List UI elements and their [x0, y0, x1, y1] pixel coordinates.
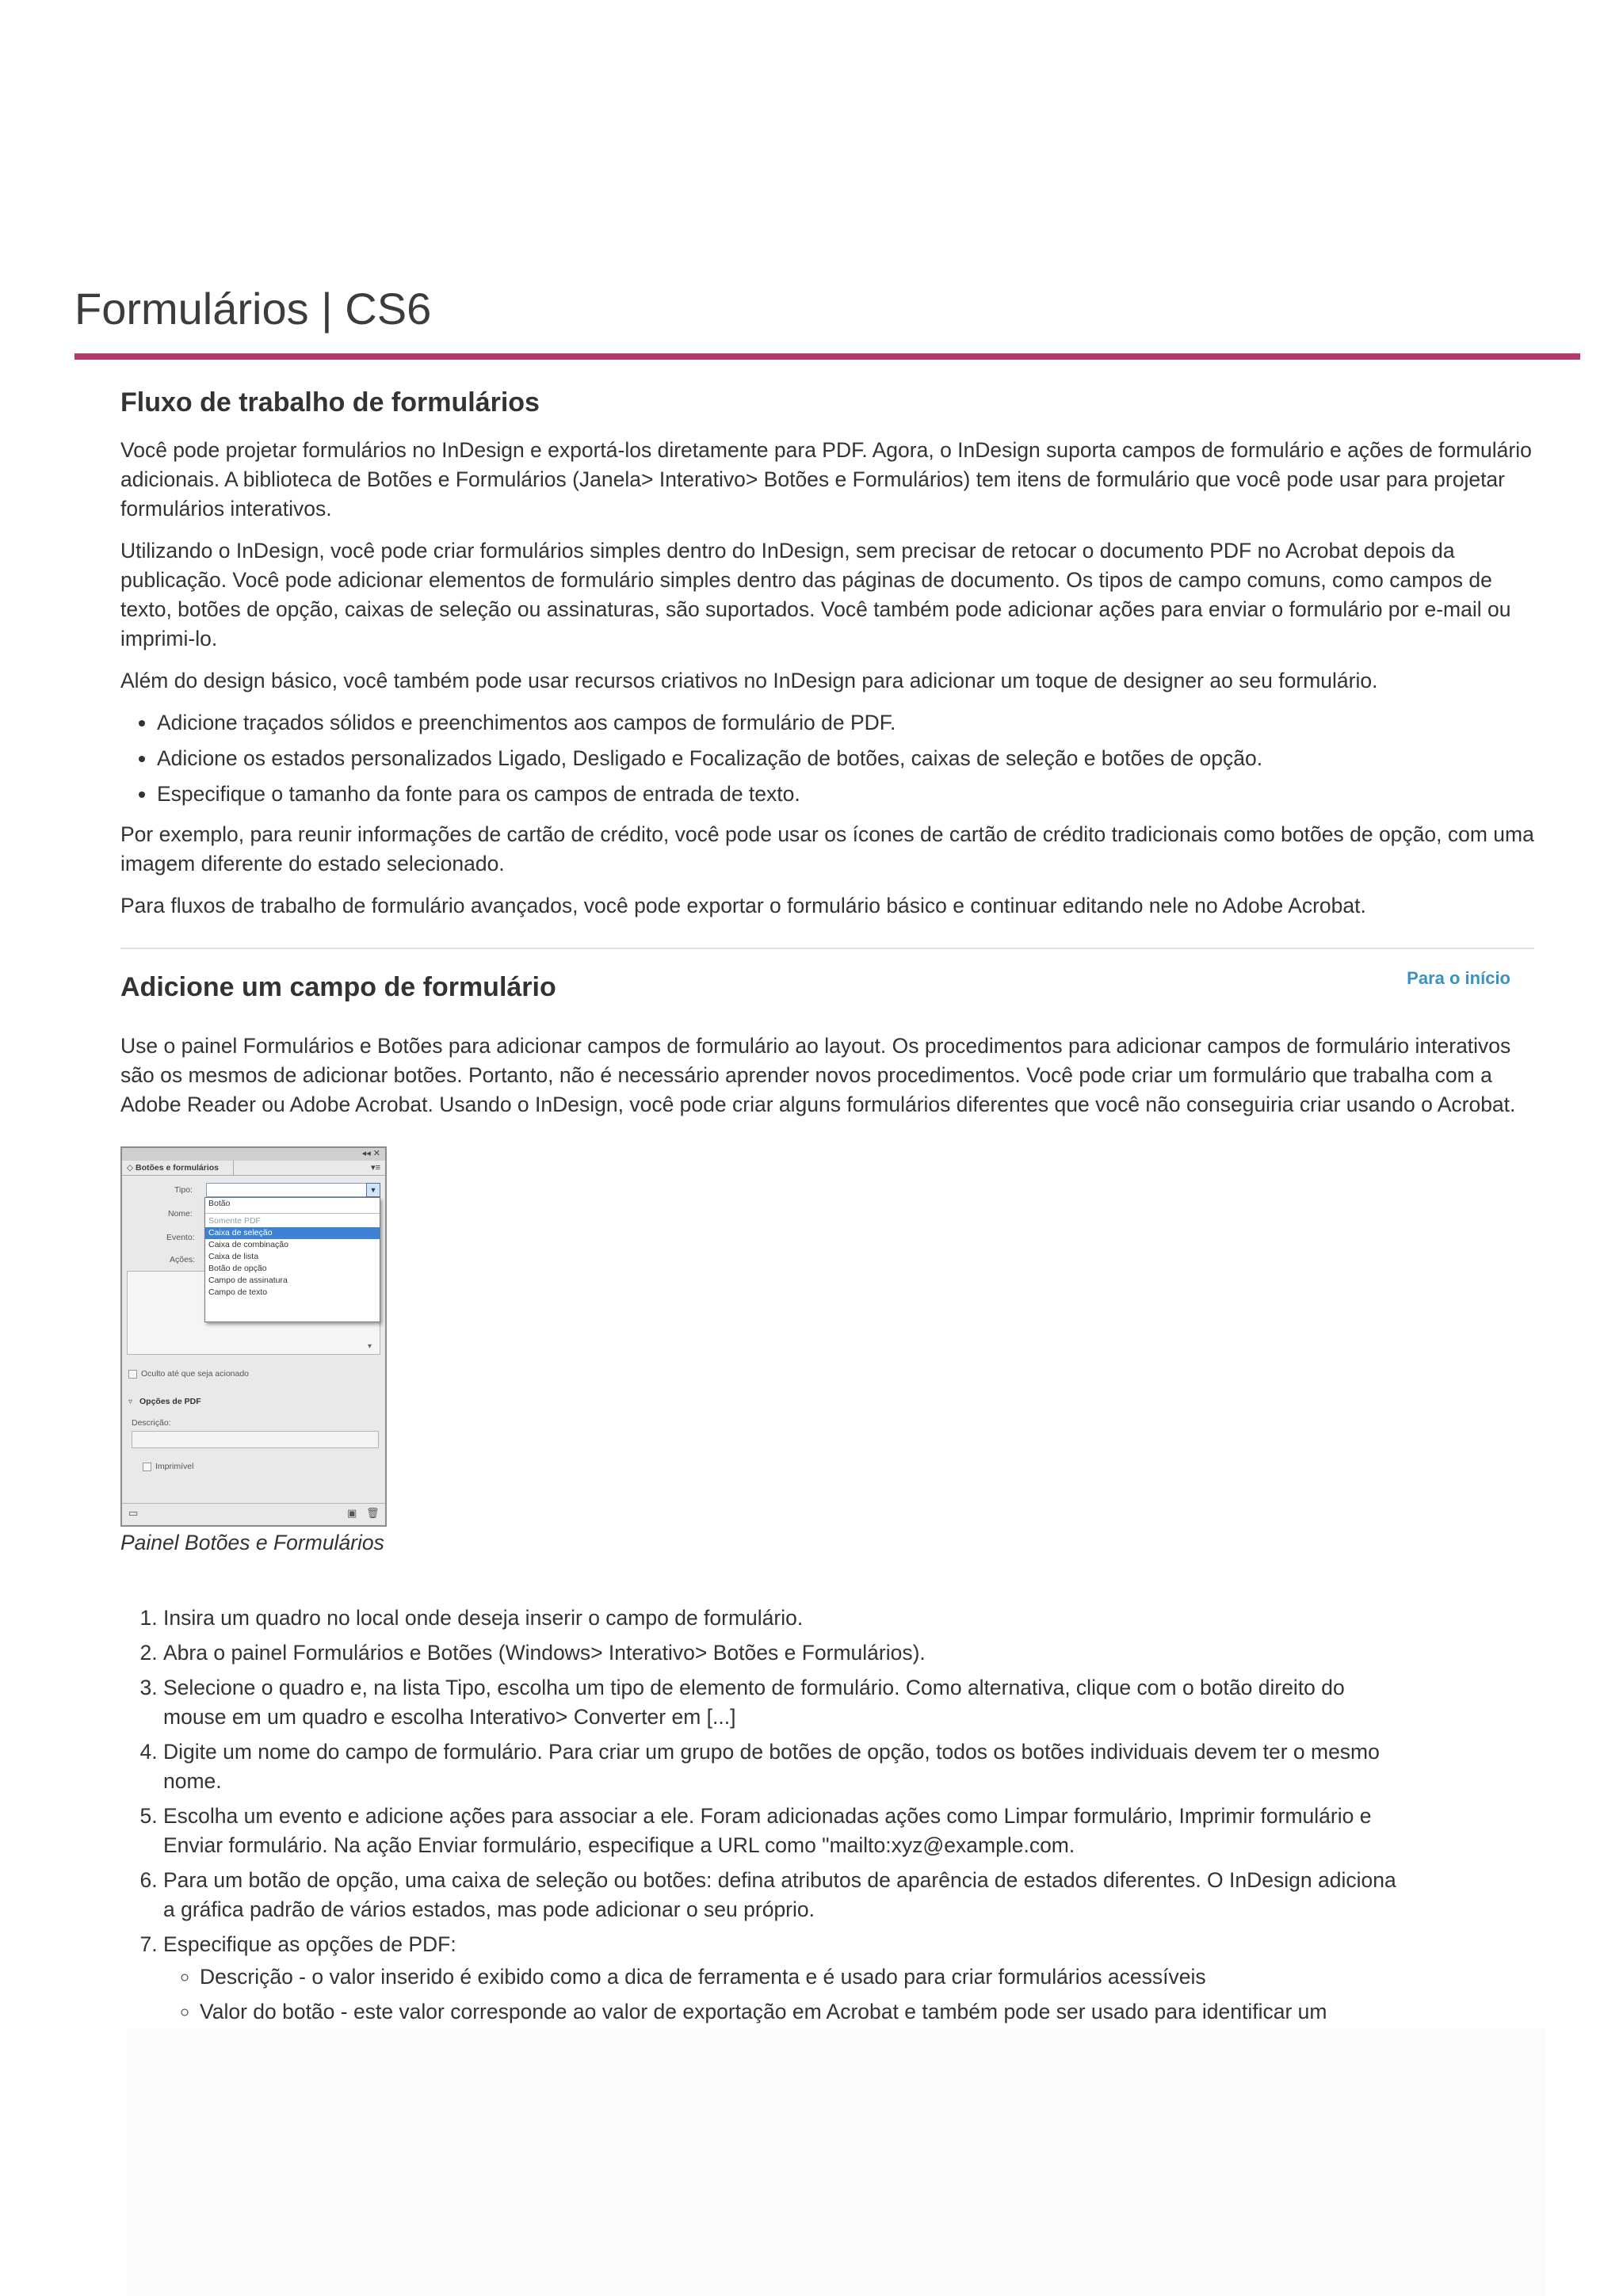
dropdown-separator: [205, 1213, 380, 1214]
step-text: Especifique as opções de PDF:: [163, 1932, 456, 1956]
step-item: 6. Para um botão de opção, uma caixa de seleção ou botões: defina atributos de aparência de estados diferentes. O InDesign adiciona a gráfica padrão de vários estados, mas pode adicionar o seu próprio.: [163, 1866, 1400, 1924]
page-title: Formulários | CS6: [74, 284, 432, 334]
actions-label: Ações:: [170, 1255, 196, 1264]
name-label: Nome:: [168, 1209, 193, 1219]
pdf-options-label: Opções de PDF: [139, 1397, 201, 1406]
type-dropdown-list: [204, 1197, 380, 1322]
chevron-down-icon: ▾: [368, 1342, 372, 1351]
panel-menu-icon: ▾≡: [371, 1163, 380, 1173]
panel-title-strip: [122, 1148, 385, 1161]
paragraph: Para fluxos de trabalho de formulário avançados, você pode exportar o formulário básico e continuar editando nele no Adobe Acrobat.: [120, 894, 1366, 917]
printable-label: Imprimível: [155, 1462, 194, 1471]
list-item: • Especifique o tamanho da fonte para os campos de entrada de texto.: [157, 780, 1534, 809]
bottom-shade: [127, 2028, 1545, 2296]
paragraph: Além do design básico, você também pode usar recursos criativos no InDesign para adicionar um toque de designer ao seu formulário.: [120, 669, 1378, 692]
type-select: [206, 1183, 372, 1197]
bullet-list: [120, 708, 1534, 809]
description-label: Descrição:: [132, 1418, 171, 1428]
trash-icon: 🗑: [366, 1507, 380, 1519]
event-label: Evento:: [166, 1233, 195, 1242]
dropdown-item: Caixa de combinação: [208, 1240, 288, 1249]
dropdown-arrow-icon: ▼: [366, 1183, 380, 1197]
disclosure-triangle-icon: ▿: [128, 1398, 133, 1406]
sub-list-item: ◦ Descrição - o valor inserido é exibido como a dica de ferramenta e é usado para criar formulários acessíveis: [200, 1962, 1436, 1992]
dropdown-item-selected: Caixa de seleção: [205, 1227, 380, 1239]
paragraph: Utilizando o InDesign, você pode criar formulários simples dentro do InDesign, sem precisar de retocar o documento PDF no Acrobat depois da publicação. Você pode adicionar elementos de formulário simples dentro das páginas de documento. Os tipos de campo comuns, como campos de texto, botões de opção, caixas de seleção ou assinaturas, são suportados. Você também pode adicionar ações para enviar o formulário por e-mail ou imprimi-lo.: [120, 539, 1511, 650]
dropdown-item: Caixa de lista: [208, 1252, 259, 1261]
preview-icon: ▭: [128, 1507, 139, 1519]
list-item: • Adicione traçados sólidos e preenchimentos aos campos de formulário de PDF.: [157, 708, 1534, 738]
dropdown-item: Botão: [208, 1199, 231, 1208]
section-divider: [120, 948, 1534, 949]
title-rule: [74, 353, 1580, 360]
step-item: 2. Abra o painel Formulários e Botões (Windows> Interativo> Botões e Formulários).: [163, 1638, 1400, 1668]
list-item: • Adicione os estados personalizados Ligado, Desligado e Focalização de botões, caixas de seleção e botões de opção.: [157, 744, 1534, 773]
main-content: [120, 380, 1534, 2032]
sub-bullet-list: [163, 1962, 1436, 2027]
step-item: 4. Digite um nome do campo de formulário. Para criar um grupo de botões de opção, todos os botões individuais devem ter o mesmo nome.: [163, 1737, 1400, 1796]
type-label: Tipo:: [174, 1185, 193, 1195]
step-item: 1. Insira um quadro no local onde deseja inserir o campo de formulário.: [163, 1604, 1400, 1633]
paragraph: Use o painel Formulários e Botões para adicionar campos de formulário ao layout. Os procedimentos para adicionar campos de formulário interativos são os mesmos de adicionar botões. Portanto, não é necessário aprender novos procedimentos. Você pode criar um formulário que trabalha com a Adobe Reader ou Adobe Acrobat. Usando o InDesign, você pode criar alguns formulários diferentes que você não conseguiria criar usando o Acrobat.: [120, 1034, 1516, 1116]
sub-list-item: ◦ Valor do botão - este valor corresponde ao valor de exportação em Acrobat e também pode ser usado para identificar um: [200, 1997, 1436, 2027]
section-header: [120, 955, 1534, 1017]
figure-caption: Painel Botões e Formulários: [120, 1531, 384, 1554]
panel-footer-divider: [122, 1503, 385, 1504]
dropdown-item: Campo de texto: [208, 1287, 268, 1297]
dropdown-item: Botão de opção: [208, 1264, 267, 1273]
collapse-close-icon: ◂◂ ✕: [361, 1149, 380, 1158]
dropdown-item: Campo de assinatura: [208, 1276, 288, 1285]
paragraph: Você pode projetar formulários no InDesign e exportá-los diretamente para PDF. Agora, o InDesign suporta campos de formulário e ações de formulário adicionais. A biblioteca de Botões e Formulários (Janela> Interativo> Botões e Formulários) tem itens de formulário que você pode usar para projetar formulários interativos.: [120, 438, 1532, 521]
section-heading-workflow: Fluxo de trabalho de formulários: [120, 387, 540, 418]
panel-tab: ◇ Botões e formulários: [122, 1161, 234, 1175]
step-item: 5. Escolha um evento e adicione ações para associar a ele. Foram adicionadas ações como Limpar formulário, Imprimir formulário e Enviar formulário. Na ação Enviar formulário, especifique a URL como "mailto:xyz@example.com.: [163, 1802, 1400, 1860]
step-item: [163, 1930, 1400, 2027]
hidden-checkbox: [128, 1370, 137, 1379]
convert-icon: ▣: [347, 1507, 357, 1519]
paragraph: Por exemplo, para reunir informações de cartão de crédito, você pode usar os ícones de cartão de crédito tradicionais como botões de opção, com uma imagem diferente do estado selecionado.: [120, 822, 1534, 875]
dropdown-item: Somente PDF: [208, 1216, 261, 1226]
tab-divider: [122, 1175, 385, 1176]
back-to-top-link[interactable]: Para o início: [1407, 968, 1510, 988]
steps-list: [120, 1604, 1400, 2027]
description-field: [132, 1431, 379, 1448]
printable-checkbox: [143, 1463, 151, 1471]
buttons-forms-panel-screenshot: [120, 1146, 387, 1527]
step-item: 3. Selecione o quadro e, na lista Tipo, escolha um tipo de elemento de formulário. Como alternativa, clique com o botão direito do mouse em um quadro e escolha Interativo> Converter em [...]: [163, 1673, 1400, 1732]
hidden-label: Oculto até que seja acionado: [141, 1369, 250, 1379]
section-heading-add-field: Adicione um campo de formulário: [120, 972, 556, 1002]
